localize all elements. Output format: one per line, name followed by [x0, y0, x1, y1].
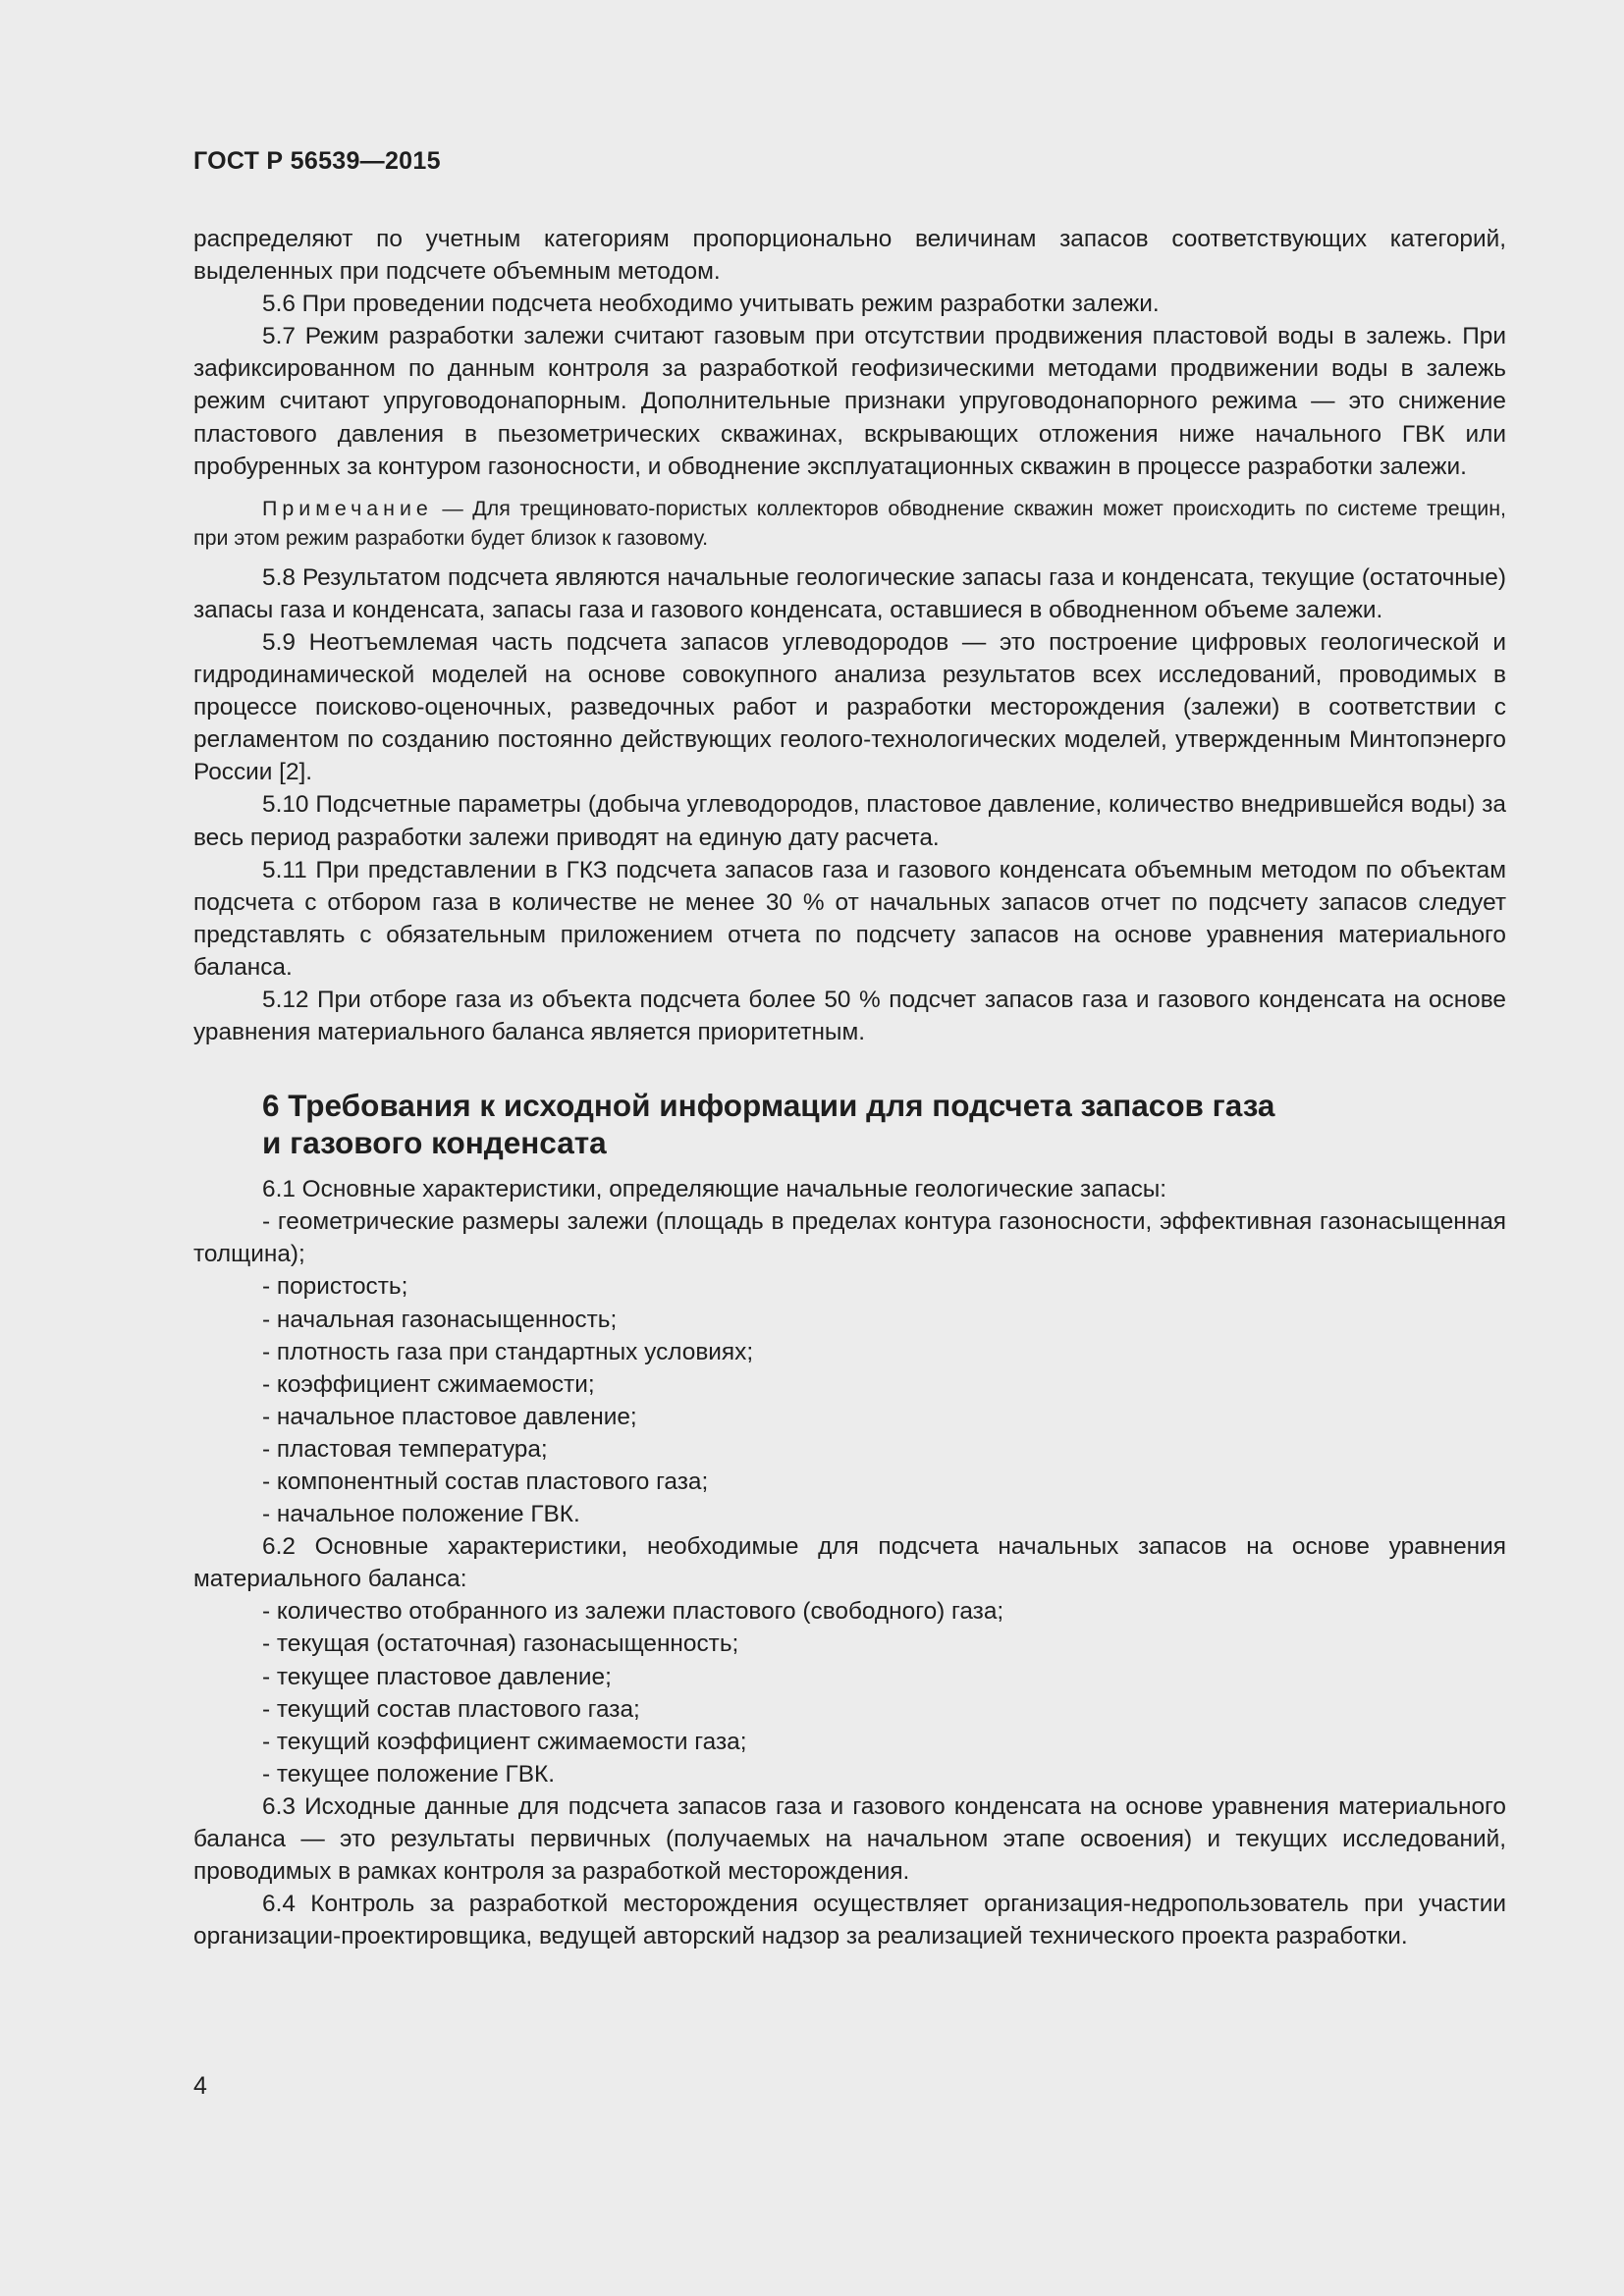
- list-item: - начальное положение ГВК.: [262, 1501, 580, 1528]
- list-item: - компонентный состав пластового газа;: [262, 1468, 709, 1495]
- paragraph-5-8: 5.8 Результатом подсчета являются начальные геологические запасы газа и конденсата, текущие (остаточные) запасы газа и конденсата, запасы газа и газового конденсата, оставшиеся в обводненном объеме залежи.: [193, 563, 1506, 623]
- list-item: - пластовая температура;: [262, 1435, 548, 1463]
- paragraph-6-1: 6.1 Основные характеристики, определяющие начальные геологические запасы:: [262, 1176, 1167, 1203]
- paragraph-5-12: 5.12 При отборе газа из объекта подсчета более 50 % подсчет запасов газа и газового конденсата на основе уравнения материального баланса является приоритетным.: [193, 986, 1506, 1046]
- note-block: [193, 494, 1506, 553]
- list-item: - начальная газонасыщенность;: [262, 1306, 618, 1333]
- list-item: - количество отобранного из залежи пластового (свободного) газа;: [262, 1598, 1004, 1626]
- list-item: - текущая (остаточная) газонасыщенность;: [262, 1630, 739, 1658]
- list-item: - текущее положение ГВК.: [262, 1760, 556, 1788]
- paragraph-continued: распределяют по учетным категориям пропорционально величинам запасов соответствующих категорий, выделенных при подсчете объемным методом.: [193, 226, 1506, 286]
- note-label: Примечание: [262, 496, 433, 520]
- list-item: - плотность газа при стандартных условиях;: [262, 1338, 754, 1365]
- list-item: - геометрические размеры залежи (площадь в пределах контура газоносности, эффективная газонасыщенная толщина);: [193, 1208, 1506, 1268]
- section-6-heading-line2: и газового конденсата: [262, 1125, 607, 1161]
- section-6-heading: [262, 1087, 1506, 1161]
- list-item: - начальное пластовое давление;: [262, 1403, 637, 1430]
- page-number: 4: [193, 2072, 207, 2100]
- list-item: - пористость;: [262, 1273, 408, 1301]
- paragraph-5-11: 5.11 При представлении в ГКЗ подсчета запасов газа и газового конденсата объемным методом по объектам подсчета с отбором газа в количестве не менее 30 % от начальных запасов отчет по подсчету запасов следует представлять с обязательным приложением отчета по подсчету запасов на основе уравнения материального баланса.: [193, 856, 1506, 981]
- paragraph-6-2: 6.2 Основные характеристики, необходимые для подсчета начальных запасов на основе уравнения материального баланса:: [193, 1533, 1506, 1593]
- document-body: [193, 223, 1506, 1952]
- list-item: - текущее пластовое давление;: [262, 1663, 612, 1690]
- document-header: ГОСТ Р 56539—2015: [193, 147, 441, 175]
- paragraph-5-6: 5.6 При проведении подсчета необходимо учитывать режим разработки залежи.: [262, 291, 1160, 318]
- list-item: - текущий состав пластового газа;: [262, 1695, 640, 1723]
- list-item: - коэффициент сжимаемости;: [262, 1370, 595, 1398]
- paragraph-6-4: 6.4 Контроль за разработкой месторождения осуществляет организация-недропользователь при участии организации-проектировщика, ведущей авторский надзор за реализацией технического проекта разработки.: [193, 1891, 1506, 1950]
- paragraph-6-3: 6.3 Исходные данные для подсчета запасов газа и газового конденсата на основе уравнения материального баланса — это результаты первичных (получаемых на начальном этапе освоения) и текущих исследований, проводимых в рамках контроля за разработкой месторождения.: [193, 1792, 1506, 1886]
- note-text: — Для трещиновато-пористых коллекторов обводнение скважин может происходить по системе трещин, при этом режим разработки будет близок к газовому.: [193, 496, 1506, 550]
- paragraph-5-10: 5.10 Подсчетные параметры (добыча углеводородов, пластовое давление, количество внедрившейся воды) за весь период разработки залежи приводят на единую дату расчета.: [193, 791, 1506, 851]
- section-6-heading-line1: 6 Требования к исходной информации для подсчета запасов газа: [262, 1088, 1275, 1124]
- paragraph-5-7: 5.7 Режим разработки залежи считают газовым при отсутствии продвижения пластовой воды в залежь. При зафиксированном по данным контроля за разработкой геофизическими методами продвижении воды в залежь режим считают упруговодонапорным. Дополнительные признаки упруговодонапорного режима — это снижение пластового давления в пьезометрических скважинах, вскрывающих отложения ниже начального ГВК или пробуренных за контуром газоносности, и обводнение эксплуатационных скважин в процессе разработки залежи.: [193, 323, 1506, 480]
- paragraph-5-9: 5.9 Неотъемлемая часть подсчета запасов углеводородов — это построение цифровых геологической и гидродинамической моделей на основе совокупного анализа результатов всех исследований, проводимых в процессе поисково-оценочных, разведочных работ и разработки месторождения (залежи) в соответствии с регламентом по созданию постоянно действующих геолого-технологических моделей, утвержденным Минтопэнерго России [2].: [193, 628, 1506, 786]
- list-item: - текущий коэффициент сжимаемости газа;: [262, 1728, 747, 1755]
